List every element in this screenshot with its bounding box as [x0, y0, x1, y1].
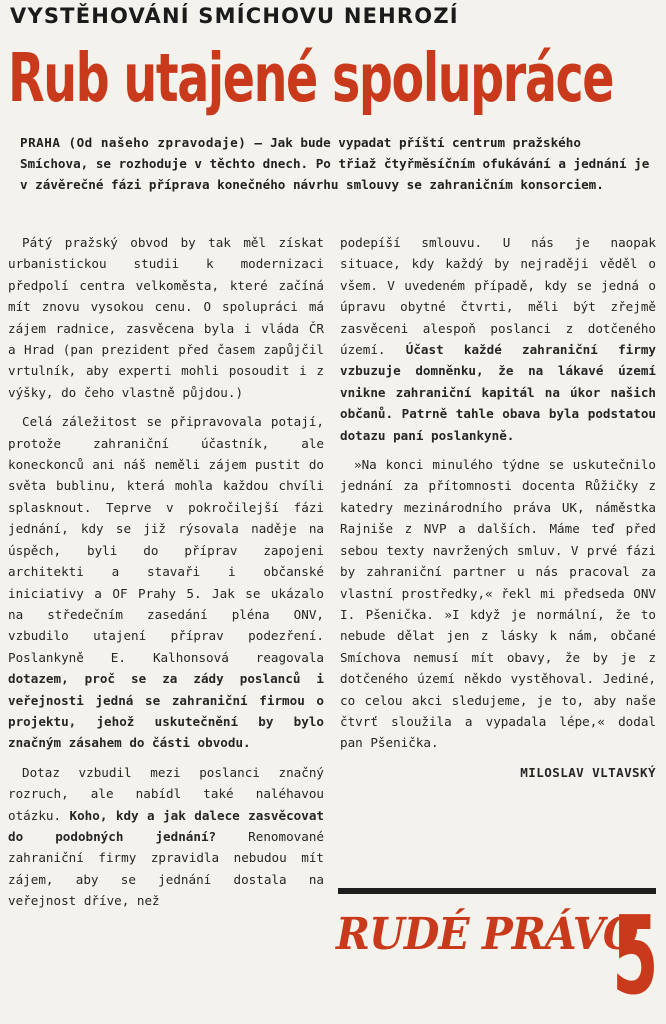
article-kicker: VYSTĚHOVÁNÍ SMÍCHOVU NEHROZÍ	[10, 4, 459, 28]
paragraph-text: podepíší smlouvu. U nás je naopak situace, kdy každý by nejraději věděl o všem. V uvedeném případě, kdy se jedná o úpravu obytné čtvrti, měli být zřejmě zasvěceni alespoň poslanci z dotčeného území.	[340, 235, 656, 358]
newspaper-masthead: RUDÉ PRÁVO	[336, 909, 638, 960]
paragraph-text: Renomované zahraniční firmy zpravidla nebudou mít zájem, aby se jednání dostala na veřejnost dříve, než	[8, 828, 324, 909]
lead-text: Jak bude vypadat příští centrum pražského Smíchova, se rozhoduje v těchto dnech. Po třiaž čtyřměsíčním ofukávání a jednání je v závěrečné fázi příprava konečného návrhu smlouvy se zahraničním konsorciem.	[20, 135, 650, 192]
paragraph: Pátý pražský obvod by tak měl získat urbanistickou studii k modernizaci předpolí centra velkoměsta, které začíná mít znovu vysokou cenu. O spolupráci má zájem radnice, zasvěcena byla i vláda ČR a Hrad (pan prezident před časem zapůjčil vrtulník, aby experti mohli posoudit i z výšky, do čeho vlastně půjdou.)	[8, 235, 324, 400]
page-number: 5	[612, 894, 659, 1019]
paragraph-bold-text: Účast každé zahraniční firmy vzbuzuje domněnku, že na lákavé území vnikne zahraniční kapitál na úkor našich občanů. Patrně tahle obava byla podstatou dotazu paní poslankyně.	[340, 342, 656, 443]
lead-dateline: PRAHA (Od našeho zpravodaje) —	[20, 135, 263, 150]
paragraph	[8, 762, 324, 912]
article-column-right	[340, 232, 656, 783]
article-column-left	[8, 232, 324, 920]
paragraph-bold-text: dotazem, proč se za zády poslanců i veřejnosti jedná se zahraniční firmou o projektu, jehož uskutečnění by bylo značným zásahem do části obvodu.	[8, 671, 324, 751]
paragraph	[8, 411, 324, 754]
paragraph-text: Celá záležitost se připravovala potají, protože zahraniční účastník, ale koneckonců ani náš neměli zájem pustit do světa bublinu, která mohla každou chvíli splasknout. Teprve v pokročilejší fázi jednání, kdy se již rýsovala naděje na úspěch, byli do příprav zapojeni architekti a stavaři i občanské iniciativy a OF Prahy 5. Jak se ukázalo na středečním zasedání pléna ONV, vzbudilo utajení příprav podezření. Poslankyně E. Kalhonsová reagovala	[8, 414, 324, 665]
article-byline: MILOSLAV VLTAVSKÝ	[520, 764, 656, 780]
masthead-rule	[338, 888, 656, 894]
article-lead	[20, 132, 656, 195]
article-headline: Rub utajené spolupráce	[8, 39, 614, 117]
paragraph-bold-text: Koho, kdy a jak dalece zasvěcovat do podobných jednání?	[8, 807, 324, 844]
paragraph	[340, 232, 656, 446]
paragraph-text: Dotaz vzbudil mezi poslanci značný rozruch, ale nabídl také naléhavou otázku.	[8, 764, 324, 823]
paragraph: »Na konci minulého týdne se uskutečnilo jednání za přítomnosti docenta Růžičky z katedry mezinárodního práva UK, náměstka Rajniše z NVP a dalších. Máme teď před sebou texty navržených smluv. V prvé fázi by zahraniční partner u nás pracoval za vlastní prostředky,« řekl mi předseda ONV I. Pšenička. »I když je normální, že to nebude dělat jen z lásky k nám, občané Smíchova nemusí mít obavy, že by je z dotčeného území někdo vystěhoval. Jediné, co celou akci sledujeme, je to, aby naše čtvrť sloužila a vypadala lépe,« dodal pan Pšenička.	[340, 457, 656, 751]
